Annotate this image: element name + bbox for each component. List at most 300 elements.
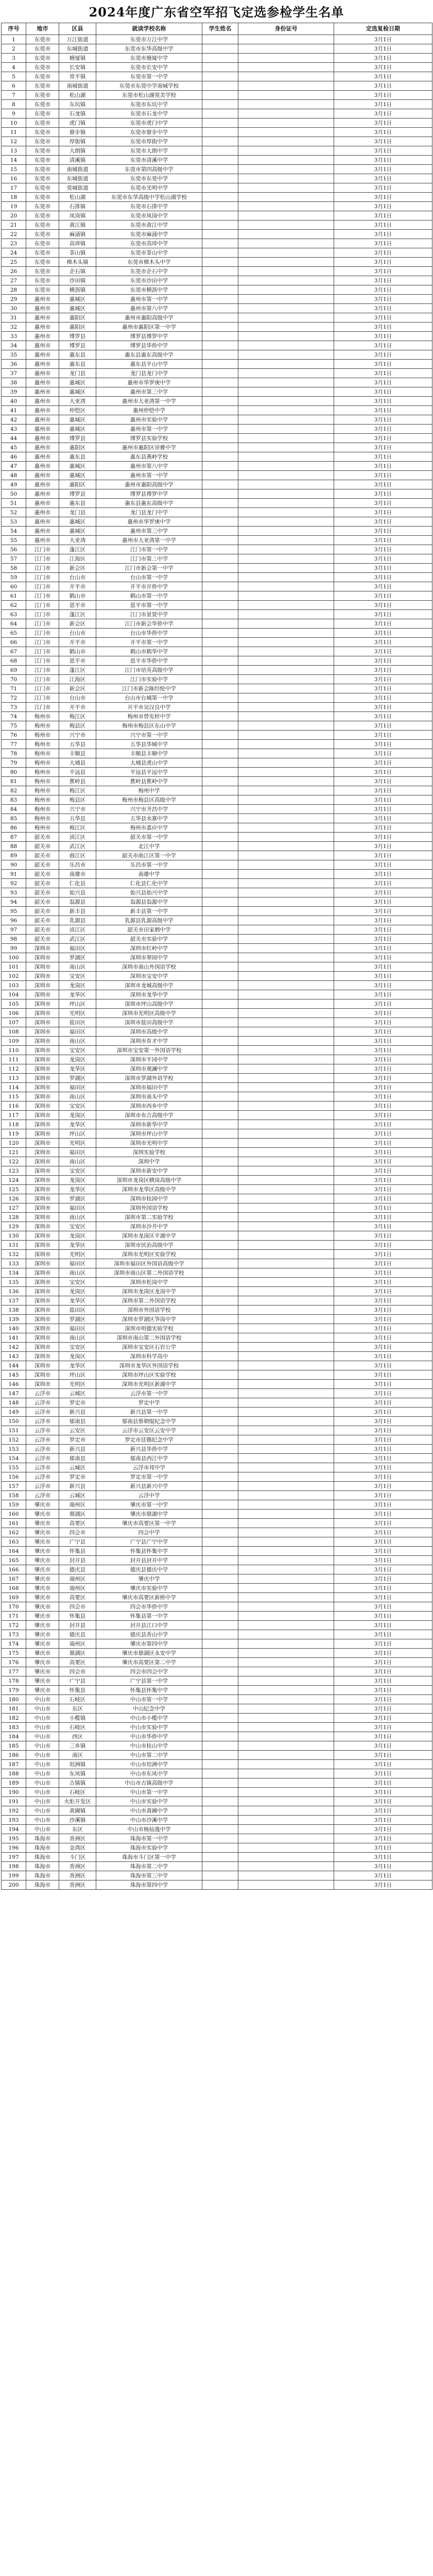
- row-student-name: [202, 1816, 238, 1825]
- table-row: [2, 165, 432, 174]
- row-recheck-date: 3月1日: [334, 1463, 432, 1472]
- row-city: 深圳市: [26, 999, 59, 1009]
- row-recheck-date: 3月1日: [334, 1751, 432, 1760]
- row-district: 南山区: [59, 962, 96, 972]
- row-id-number: [238, 156, 334, 165]
- row-id-number: [238, 740, 334, 749]
- table-row: [2, 1268, 432, 1278]
- row-district: 新兴县: [59, 1445, 96, 1454]
- row-district: 云城区: [59, 1463, 96, 1472]
- row-id-number: [238, 953, 334, 962]
- row-seq: 22: [2, 230, 26, 239]
- row-id-number: [238, 1639, 334, 1649]
- row-student-name: [202, 72, 238, 81]
- table-row: [2, 1686, 432, 1695]
- row-student-name: [202, 1361, 238, 1370]
- row-city: 惠州市: [26, 480, 59, 489]
- row-city: 韶关市: [26, 851, 59, 860]
- row-id-number: [238, 360, 334, 369]
- row-seq: 80: [2, 768, 26, 777]
- row-student-name: [202, 870, 238, 879]
- row-recheck-date: 3月1日: [334, 1519, 432, 1528]
- row-id-number: [238, 1389, 334, 1398]
- row-school: 梅州市梅县区东山中学: [96, 721, 202, 731]
- row-seq: 85: [2, 814, 26, 823]
- row-student-name: [202, 897, 238, 907]
- row-city: 云浮市: [26, 1445, 59, 1454]
- table-row: [2, 1797, 432, 1806]
- row-district: 梅江区: [59, 823, 96, 833]
- row-school: 深圳市南头中学: [96, 1092, 202, 1101]
- row-seq: 44: [2, 434, 26, 443]
- row-district: 盐田区: [59, 1018, 96, 1027]
- table-row: [2, 879, 432, 888]
- row-school: 深圳市高级中学: [96, 1027, 202, 1037]
- row-school: 东莞市东莞中学: [96, 174, 202, 183]
- table-row: [2, 1139, 432, 1148]
- table-row: [2, 935, 432, 944]
- row-school: 中山市第一中学: [96, 1788, 202, 1797]
- row-student-name: [202, 1825, 238, 1834]
- row-id-number: [238, 972, 334, 981]
- row-id-number: [238, 1788, 334, 1797]
- table-row: [2, 1825, 432, 1834]
- row-school: 龙门县龙门中学: [96, 369, 202, 378]
- table-row: [2, 295, 432, 304]
- row-student-name: [202, 1259, 238, 1268]
- row-id-number: [238, 434, 334, 443]
- row-seq: 189: [2, 1778, 26, 1788]
- row-id-number: [238, 1139, 334, 1148]
- row-city: 惠州市: [26, 313, 59, 323]
- row-id-number: [238, 146, 334, 156]
- row-seq: 106: [2, 1009, 26, 1018]
- row-seq: 125: [2, 1185, 26, 1194]
- row-id-number: [238, 935, 334, 944]
- row-recheck-date: 3月1日: [334, 1788, 432, 1797]
- row-seq: 37: [2, 369, 26, 378]
- row-student-name: [202, 545, 238, 554]
- row-district: 莞城街道: [59, 183, 96, 193]
- row-district: 惠城区: [59, 527, 96, 536]
- table-row: [2, 731, 432, 740]
- row-id-number: [238, 879, 334, 888]
- row-city: 梅州市: [26, 768, 59, 777]
- row-school: 中山市沙溪中学: [96, 1816, 202, 1825]
- row-school: 深圳市明德实验学校: [96, 1324, 202, 1333]
- row-school: 东莞市横沥中学: [96, 285, 202, 295]
- row-city: 珠海市: [26, 1843, 59, 1853]
- row-district: 新丰县: [59, 907, 96, 916]
- row-student-name: [202, 239, 238, 248]
- row-student-name: [202, 1612, 238, 1621]
- row-school: 惠州市实验中学: [96, 415, 202, 425]
- row-student-name: [202, 693, 238, 703]
- row-city: 云浮市: [26, 1482, 59, 1491]
- row-city: 东莞市: [26, 156, 59, 165]
- row-district: 横沥镇: [59, 285, 96, 295]
- row-id-number: [238, 703, 334, 712]
- row-city: 云浮市: [26, 1408, 59, 1417]
- row-student-name: [202, 953, 238, 962]
- row-district: 怀集县: [59, 1612, 96, 1621]
- row-recheck-date: 3月1日: [334, 109, 432, 118]
- table-row: [2, 397, 432, 406]
- row-city: 中山市: [26, 1704, 59, 1714]
- row-seq: 170: [2, 1602, 26, 1612]
- row-seq: 165: [2, 1556, 26, 1565]
- row-city: 深圳市: [26, 1176, 59, 1185]
- row-seq: 153: [2, 1445, 26, 1454]
- row-seq: 141: [2, 1333, 26, 1343]
- table-row: [2, 721, 432, 731]
- row-school: 东莞市东莞中学南城学校: [96, 81, 202, 91]
- row-id-number: [238, 1120, 334, 1129]
- row-recheck-date: 3月1日: [334, 823, 432, 833]
- row-recheck-date: 3月1日: [334, 1417, 432, 1426]
- row-city: 惠州市: [26, 378, 59, 387]
- row-recheck-date: 3月1日: [334, 100, 432, 109]
- row-school: 深圳市光明区新湖中学: [96, 1380, 202, 1389]
- table-row: [2, 1612, 432, 1621]
- row-recheck-date: 3月1日: [334, 545, 432, 554]
- row-district: 新兴县: [59, 1482, 96, 1491]
- row-recheck-date: 3月1日: [334, 1018, 432, 1027]
- row-school: 肇庆市高要区第一中学: [96, 1519, 202, 1528]
- table-row: [2, 907, 432, 916]
- row-district: 罗定市: [59, 1398, 96, 1408]
- row-school: 东莞市长安中学: [96, 63, 202, 72]
- row-student-name: [202, 350, 238, 360]
- row-seq: 107: [2, 1018, 26, 1027]
- row-student-name: [202, 1018, 238, 1027]
- row-city: 中山市: [26, 1695, 59, 1704]
- row-seq: 2: [2, 44, 26, 54]
- row-seq: 62: [2, 601, 26, 610]
- row-student-name: [202, 1324, 238, 1333]
- row-recheck-date: 3月1日: [334, 202, 432, 211]
- row-city: 中山市: [26, 1806, 59, 1816]
- row-school: 东莞市厚街中学: [96, 137, 202, 146]
- row-city: 江门市: [26, 693, 59, 703]
- row-district: 樟木头镇: [59, 258, 96, 267]
- row-recheck-date: 3月1日: [334, 1871, 432, 1880]
- row-seq: 95: [2, 907, 26, 916]
- row-district: 福田区: [59, 1259, 96, 1268]
- table-row: [2, 1871, 432, 1880]
- row-school: 珠海市实验中学: [96, 1843, 202, 1853]
- table-row: [2, 1593, 432, 1602]
- row-id-number: [238, 1547, 334, 1556]
- row-school: 惠州市第一中学: [96, 425, 202, 434]
- row-recheck-date: 3月1日: [334, 44, 432, 54]
- row-student-name: [202, 183, 238, 193]
- row-city: 东莞市: [26, 44, 59, 54]
- row-seq: 151: [2, 1426, 26, 1435]
- table-row: [2, 1482, 432, 1491]
- row-school: 惠州市第一中学: [96, 295, 202, 304]
- row-recheck-date: 3月1日: [334, 156, 432, 165]
- row-district: 南山区: [59, 1037, 96, 1046]
- row-city: 深圳市: [26, 990, 59, 999]
- table-row: [2, 1658, 432, 1667]
- row-student-name: [202, 629, 238, 638]
- row-seq: 109: [2, 1037, 26, 1046]
- row-student-name: [202, 536, 238, 545]
- row-city: 深圳市: [26, 1046, 59, 1055]
- row-school: 梅州市曾宪梓中学: [96, 712, 202, 721]
- row-student-name: [202, 1268, 238, 1278]
- row-school: 江门市培英高级中学: [96, 666, 202, 675]
- table-row: [2, 1343, 432, 1352]
- row-student-name: [202, 1009, 238, 1018]
- row-id-number: [238, 118, 334, 128]
- row-id-number: [238, 1472, 334, 1482]
- row-school: 深圳市福田中学: [96, 1083, 202, 1092]
- row-student-name: [202, 601, 238, 610]
- row-recheck-date: 3月1日: [334, 1380, 432, 1389]
- row-city: 东莞市: [26, 109, 59, 118]
- table-row: [2, 1584, 432, 1593]
- row-student-name: [202, 406, 238, 415]
- row-city: 深圳市: [26, 1111, 59, 1120]
- row-school: 深圳市龙华区高级中学: [96, 1185, 202, 1194]
- row-student-name: [202, 397, 238, 406]
- row-seq: 56: [2, 545, 26, 554]
- row-school: 深圳实验学校: [96, 1148, 202, 1157]
- row-seq: 164: [2, 1547, 26, 1556]
- row-seq: 30: [2, 304, 26, 313]
- row-student-name: [202, 156, 238, 165]
- row-city: 深圳市: [26, 944, 59, 953]
- row-school: 深圳市外国语学校: [96, 1306, 202, 1315]
- row-district: 厚街镇: [59, 137, 96, 146]
- row-city: 梅州市: [26, 731, 59, 740]
- row-student-name: [202, 1306, 238, 1315]
- row-recheck-date: 3月1日: [334, 1435, 432, 1445]
- row-city: 肇庆市: [26, 1547, 59, 1556]
- row-student-name: [202, 1565, 238, 1574]
- row-district: 端州区: [59, 1639, 96, 1649]
- row-district: 惠阳区: [59, 443, 96, 452]
- row-city: 惠州市: [26, 332, 59, 341]
- row-district: 新会区: [59, 619, 96, 629]
- row-school: 深圳市桂园中学: [96, 1194, 202, 1204]
- row-district: 德庆县: [59, 1565, 96, 1574]
- row-city: 肇庆市: [26, 1593, 59, 1602]
- row-seq: 115: [2, 1092, 26, 1101]
- row-seq: 161: [2, 1519, 26, 1528]
- row-school: 乳源县乳源高级中学: [96, 916, 202, 925]
- row-student-name: [202, 768, 238, 777]
- row-city: 江门市: [26, 564, 59, 573]
- table-row: [2, 703, 432, 712]
- row-id-number: [238, 1296, 334, 1306]
- row-seq: 178: [2, 1676, 26, 1686]
- row-id-number: [238, 1834, 334, 1843]
- row-student-name: [202, 285, 238, 295]
- row-city: 惠州市: [26, 304, 59, 313]
- row-district: 曲江区: [59, 851, 96, 860]
- table-row: [2, 202, 432, 211]
- row-seq: 9: [2, 109, 26, 118]
- row-district: 福田区: [59, 1027, 96, 1037]
- row-id-number: [238, 749, 334, 758]
- row-recheck-date: 3月1日: [334, 221, 432, 230]
- row-school: 开平市开侨中学: [96, 582, 202, 591]
- table-row: [2, 1528, 432, 1537]
- row-school: 梅州市嘉应中学: [96, 823, 202, 833]
- row-student-name: [202, 675, 238, 684]
- table-row: [2, 183, 432, 193]
- row-city: 深圳市: [26, 962, 59, 972]
- row-student-name: [202, 137, 238, 146]
- row-seq: 77: [2, 740, 26, 749]
- row-seq: 138: [2, 1306, 26, 1315]
- row-seq: 181: [2, 1704, 26, 1714]
- row-school: 深圳市坪山中学: [96, 1129, 202, 1139]
- table-row: [2, 1027, 432, 1037]
- row-seq: 175: [2, 1649, 26, 1658]
- row-school: 东莞市樟木头中学: [96, 258, 202, 267]
- row-district: 虎门镇: [59, 118, 96, 128]
- row-recheck-date: 3月1日: [334, 1797, 432, 1806]
- row-city: 东莞市: [26, 72, 59, 81]
- row-student-name: [202, 1370, 238, 1380]
- row-city: 深圳市: [26, 1352, 59, 1361]
- row-student-name: [202, 721, 238, 731]
- table-row: [2, 999, 432, 1009]
- row-school: 惠州市大亚湾第一中学: [96, 536, 202, 545]
- row-district: 万江街道: [59, 35, 96, 44]
- row-district: 龙华区: [59, 1064, 96, 1074]
- row-student-name: [202, 1176, 238, 1185]
- row-seq: 110: [2, 1046, 26, 1055]
- row-id-number: [238, 795, 334, 805]
- row-district: 郁南县: [59, 1417, 96, 1426]
- row-school: 新兴县第一中学: [96, 1408, 202, 1417]
- row-district: 香洲区: [59, 1834, 96, 1843]
- row-id-number: [238, 1704, 334, 1714]
- table-row: [2, 221, 432, 230]
- row-id-number: [238, 1157, 334, 1166]
- table-row: [2, 350, 432, 360]
- table-row: [2, 1213, 432, 1222]
- row-recheck-date: 3月1日: [334, 1454, 432, 1463]
- row-district: 四会市: [59, 1602, 96, 1612]
- row-district: 丰顺县: [59, 749, 96, 758]
- row-city: 肇庆市: [26, 1667, 59, 1676]
- row-district: 企石镇: [59, 267, 96, 276]
- row-city: 江门市: [26, 554, 59, 564]
- row-city: 云浮市: [26, 1426, 59, 1435]
- row-recheck-date: 3月1日: [334, 1621, 432, 1630]
- row-recheck-date: 3月1日: [334, 295, 432, 304]
- row-student-name: [202, 1037, 238, 1046]
- row-district: 南城街道: [59, 165, 96, 174]
- row-recheck-date: 3月1日: [334, 1584, 432, 1593]
- row-id-number: [238, 183, 334, 193]
- row-seq: 65: [2, 629, 26, 638]
- row-recheck-date: 3月1日: [334, 415, 432, 425]
- row-id-number: [238, 1880, 334, 1890]
- table-row: [2, 239, 432, 248]
- row-district: 宝安区: [59, 1278, 96, 1287]
- row-district: 龙华区: [59, 1241, 96, 1250]
- row-recheck-date: 3月1日: [334, 768, 432, 777]
- row-city: 云浮市: [26, 1454, 59, 1463]
- row-district: 新会区: [59, 684, 96, 693]
- row-school: 中山市实验中学: [96, 1797, 202, 1806]
- table-row: [2, 842, 432, 851]
- row-seq: 108: [2, 1027, 26, 1037]
- row-district: 端州区: [59, 1500, 96, 1510]
- row-seq: 6: [2, 81, 26, 91]
- row-district: 鹤山市: [59, 591, 96, 601]
- row-seq: 41: [2, 406, 26, 415]
- row-student-name: [202, 499, 238, 508]
- row-city: 东莞市: [26, 165, 59, 174]
- row-school: 深圳市坪山区实验学校: [96, 1370, 202, 1380]
- table-row: [2, 1806, 432, 1816]
- row-student-name: [202, 1120, 238, 1129]
- row-recheck-date: 3月1日: [334, 879, 432, 888]
- row-district: 香洲区: [59, 1871, 96, 1880]
- row-student-name: [202, 573, 238, 582]
- table-row: [2, 1519, 432, 1528]
- row-district: 南山区: [59, 1157, 96, 1166]
- row-seq: 145: [2, 1370, 26, 1380]
- row-recheck-date: 3月1日: [334, 1760, 432, 1769]
- row-student-name: [202, 1352, 238, 1361]
- row-city: 惠州市: [26, 517, 59, 527]
- row-id-number: [238, 471, 334, 480]
- row-id-number: [238, 341, 334, 350]
- row-school: 云浮中学: [96, 1491, 202, 1500]
- row-district: 台山市: [59, 629, 96, 638]
- row-student-name: [202, 1491, 238, 1500]
- row-school: 江门市实验中学: [96, 675, 202, 684]
- row-recheck-date: 3月1日: [334, 193, 432, 202]
- row-recheck-date: 3月1日: [334, 805, 432, 814]
- row-id-number: [238, 72, 334, 81]
- table-row: [2, 1092, 432, 1101]
- table-row: [2, 1018, 432, 1027]
- row-city: 深圳市: [26, 1120, 59, 1129]
- row-city: 中山市: [26, 1732, 59, 1741]
- row-id-number: [238, 731, 334, 740]
- row-city: 东莞市: [26, 221, 59, 230]
- row-recheck-date: 3月1日: [334, 1593, 432, 1602]
- row-seq: 53: [2, 517, 26, 527]
- row-id-number: [238, 1259, 334, 1268]
- row-recheck-date: 3月1日: [334, 1157, 432, 1166]
- row-school: 深圳市宝安中学: [96, 972, 202, 981]
- row-district: 南城街道: [59, 81, 96, 91]
- row-seq: 64: [2, 619, 26, 629]
- table-row: [2, 675, 432, 684]
- row-recheck-date: 3月1日: [334, 1880, 432, 1890]
- table-row: [2, 786, 432, 795]
- row-seq: 185: [2, 1741, 26, 1751]
- table-row: [2, 1667, 432, 1676]
- row-student-name: [202, 1231, 238, 1241]
- row-student-name: [202, 118, 238, 128]
- table-row: [2, 1704, 432, 1714]
- row-student-name: [202, 1797, 238, 1806]
- row-seq: 12: [2, 137, 26, 146]
- row-student-name: [202, 267, 238, 276]
